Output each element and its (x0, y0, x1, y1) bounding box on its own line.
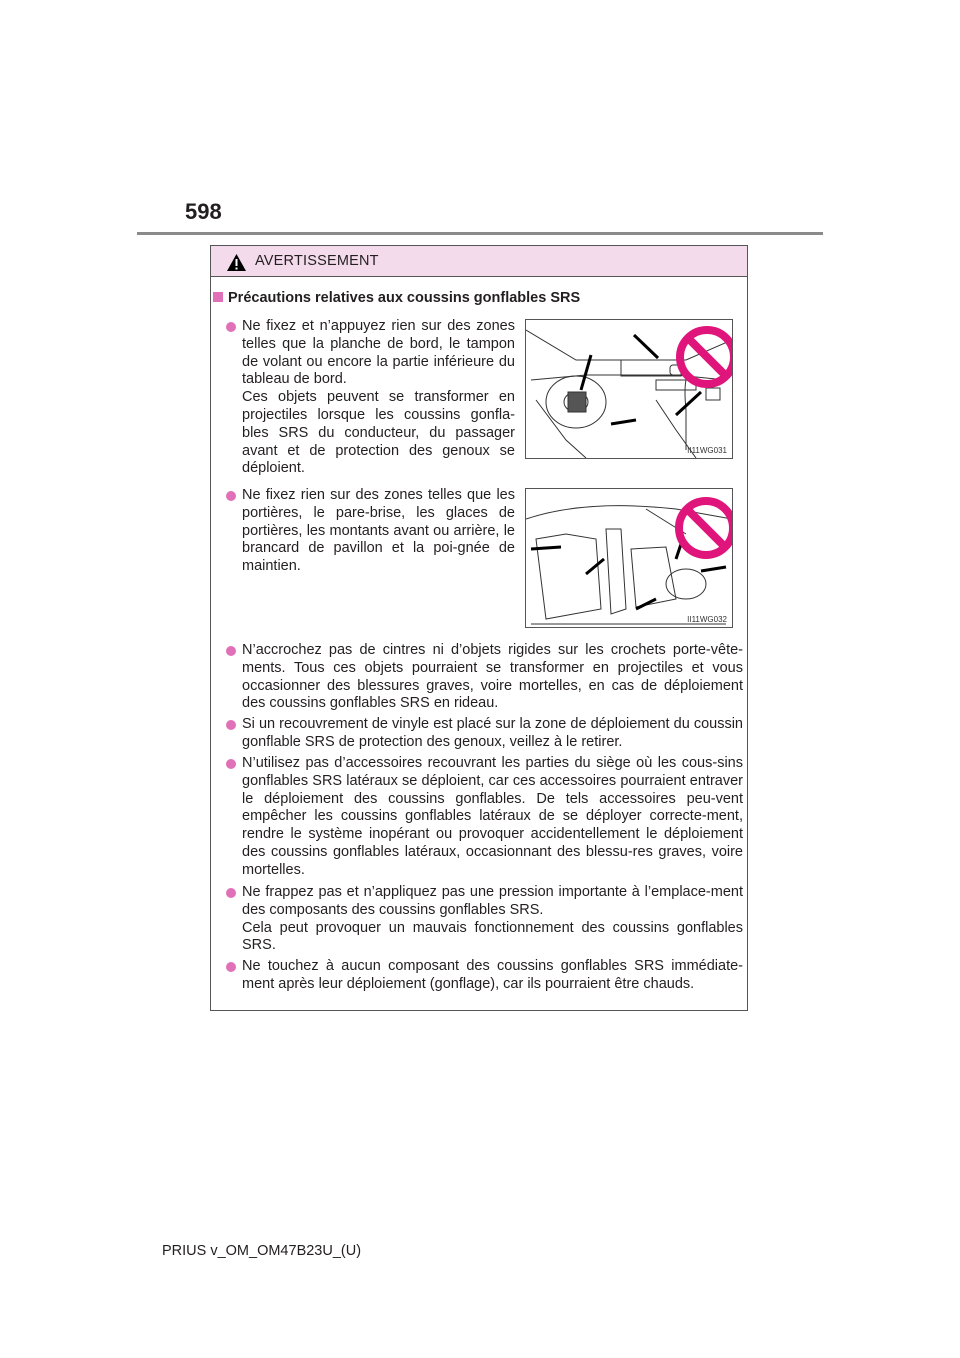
dashboard-drawing (526, 320, 732, 458)
item-text: Ne frappez pas et n’appliquez pas une pression importante à l’emplace-ment des composants des coussins gonflables SRS. (242, 884, 743, 918)
bullet-icon (226, 962, 236, 972)
bullet-icon (226, 322, 236, 332)
list-item (242, 755, 743, 880)
square-bullet-icon (213, 292, 223, 302)
list-item (242, 642, 743, 713)
section-heading (213, 290, 580, 306)
item-text: N’accrochez pas de cintres ni d’objets rigides sur les crochets porte-vête-ments. Tous ces objets pourraient se transformer en projectiles et vous occasionner des blessures graves, voire mortelles, en cas de déploiement des coussins gonflables SRS en rideau. (242, 642, 743, 712)
item-text: Ne fixez rien sur des zones telles que les portières, le pare-brise, les glaces de portières, les montants avant ou arrière, le brancard de pavillon et la poi-gnée de maintien. (242, 487, 515, 575)
list-item (242, 884, 743, 955)
bullet-icon (226, 646, 236, 656)
bullet-icon (226, 491, 236, 501)
cabin-illustration (525, 488, 733, 628)
warning-box (210, 245, 748, 1011)
figure-code: II11WG032 (687, 615, 727, 624)
item-text: Ne fixez et n’appuyez rien sur des zones telles que la planche de bord, le tampon de volant ou encore la partie inférieure du tableau de bord. (242, 318, 515, 388)
bullet-icon (226, 888, 236, 898)
footer-document-code: PRIUS v_OM_OM47B23U_(U) (162, 1243, 362, 1259)
header-rule (137, 232, 823, 235)
item-text-continued: Cela peut provoquer un mauvais fonctionnement des coussins gonflables SRS. (242, 919, 743, 954)
section-heading-text: Précautions relatives aux coussins gonflables SRS (228, 290, 581, 306)
list-item (242, 318, 515, 478)
warning-title: AVERTISSEMENT (255, 253, 379, 269)
warning-triangle-icon (226, 253, 247, 272)
bullet-icon (226, 759, 236, 769)
list-item (242, 958, 743, 994)
dashboard-illustration (525, 319, 733, 459)
list-item (242, 487, 515, 576)
figure-code: II11WG031 (687, 446, 727, 455)
list-item (242, 716, 743, 752)
item-text: Ne touchez à aucun composant des coussins gonflables SRS immédiate-ment après leur déploiement (gonflage), car ils pourraient être chauds. (242, 958, 743, 992)
item-text-continued: Ces objets peuvent se transformer en projectiles lorsque les coussins gonfla-bles SRS du conducteur, du passager avant et de protection des genoux se déploient. (242, 389, 515, 477)
item-text: Si un recouvrement de vinyle est placé sur la zone de déploiement du coussin gonflable SRS de protection des genoux, veillez à le retirer. (242, 716, 743, 750)
bullet-icon (226, 720, 236, 730)
page-number: 598 (185, 199, 222, 224)
cabin-drawing (526, 489, 732, 627)
warning-header (211, 246, 747, 277)
item-text: N’utilisez pas d’accessoires recouvrant les parties du siège où les cous-sins gonflables SRS latéraux se déploient, car ces accessoires pourraient entraver le déploiement des coussins gonflables. De tels accessoires peu-vent empêcher les coussins gonflables latéraux de se déployer correcte-ment, rendre le système inopérant ou provoquer accidentellement le déploiement des coussins gonflables latéraux, occasionnant des blessu-res graves, voire mortelles. (242, 755, 743, 878)
